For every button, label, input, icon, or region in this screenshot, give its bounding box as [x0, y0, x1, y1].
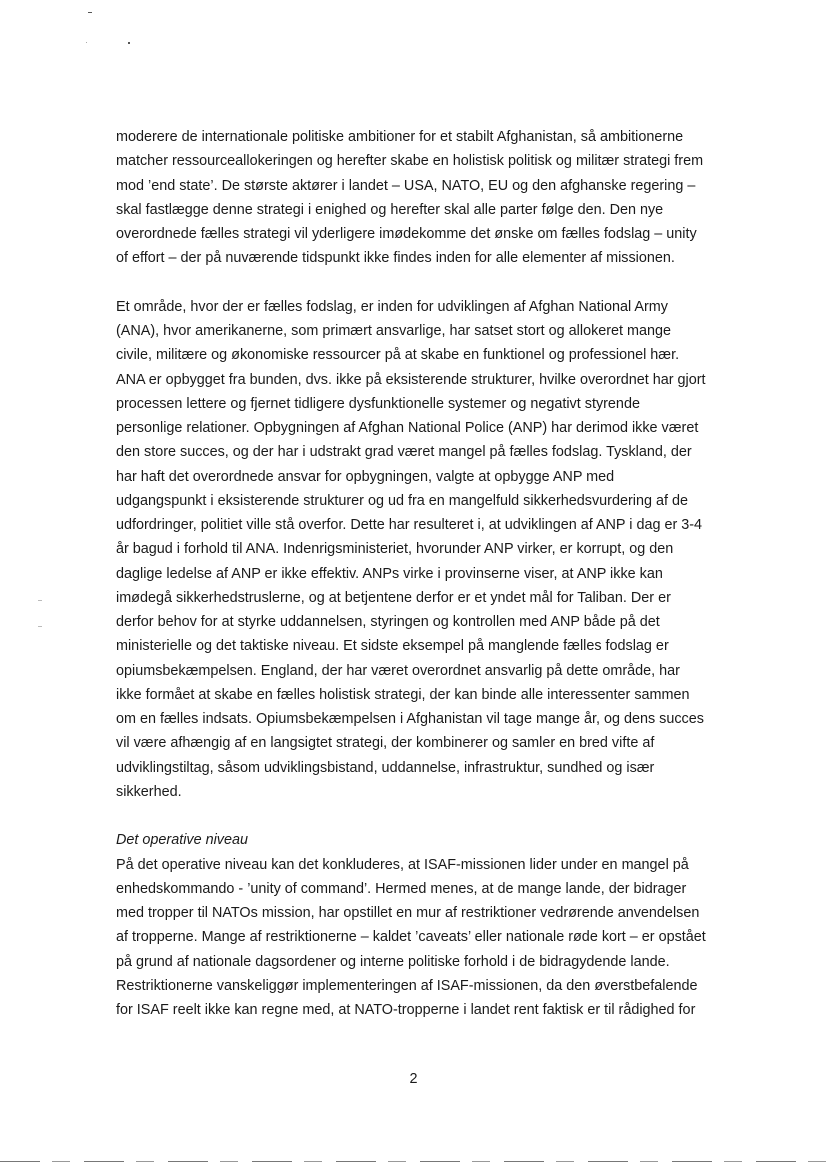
text-line: (ANA), hvor amerikanerne, som primært ansvarlige, har satset stort og allokeret mange	[116, 323, 672, 339]
paragraph-1	[116, 125, 746, 271]
document-body	[116, 125, 746, 1022]
text-line: mod ’end state’. De største aktører i landet – USA, NATO, EU og den afghanske regering –	[116, 177, 696, 194]
scan-speck	[88, 12, 92, 13]
scan-speck	[38, 600, 42, 601]
text-line: opiumsbekæmpelsen. England, der har været overordnet ansvarlig på dette område, har	[116, 662, 680, 679]
text-line: ikke formået at skabe en fælles holistisk strategi, der kan binde alle interessenter sammen	[116, 686, 690, 703]
section-heading-text: Det operative niveau	[116, 832, 248, 849]
text-line: imødegå sikkerhedstruslerne, og at betjentene derfor er et yndet mål for Taliban. Der er	[116, 589, 671, 606]
text-line: personlige relationer. Opbygningen af Afghan National Police (ANP) har derimod ikke været	[116, 420, 699, 436]
text-line: udviklingstiltag, såsom udviklingsbistand, uddannelse, infrastruktur, sundhed og især	[116, 759, 655, 776]
text-line: år bagud i forhold til ANA. Indenrigsministeriet, hvorunder ANP virker, er korrupt, og den	[116, 541, 674, 558]
text-line: om en fælles indsats. Opiumsbekæmpelsen i Afghanistan vil tage mange år, og dens succes	[116, 711, 704, 727]
text-line: udfordringer, politiet ville stå overfor. Dette har resulteret i, at udviklingen af ANP i dag er 3-4	[116, 517, 703, 533]
text-line: med tropper til NATOs mission, har opstillet en mur af restriktioner vedrørende anvendelsen	[116, 905, 700, 921]
text-line: for ISAF reelt ikke kan regne med, at NATO-tropperne i landet rent faktisk er til rådighed for	[116, 1002, 696, 1018]
scan-speck	[86, 42, 87, 43]
text-line: På det operative niveau kan det konkluderes, at ISAF-missionen lider under en mangel på	[116, 856, 689, 873]
text-line: matcher ressourceallokeringen og herefter skabe en holistisk politisk og militær strategi frem	[116, 153, 704, 170]
text-line: enhedskommando - ’unity of command’. Hermed menes, at de mange lande, der bidrager	[116, 880, 687, 897]
text-line: ANA er opbygget fra bunden, dvs. ikke på eksisterende strukturer, hvilke overordnet har gjort	[116, 371, 706, 388]
page-number: 2	[409, 1071, 418, 1087]
text-line: skal fastlægge denne strategi i enighed og herefter skal alle parter følge den. Den nye	[116, 201, 664, 218]
text-line: af tropperne. Mange af restriktionerne – kaldet ’caveats’ eller nationale røde kort – er opstået	[116, 929, 706, 946]
scan-speck	[128, 42, 130, 44]
text-line: på grund af nationale dagsordener og interne politiske forhold i de bidragydende lande.	[116, 953, 670, 970]
text-line: civile, militære og økonomiske ressourcer på at skabe en funktionel og professionel hær.	[116, 347, 680, 364]
text-line: Restriktionerne vanskeliggør implementeringen af ISAF-missionen, da den øverstbefalende	[116, 977, 698, 994]
paragraph-2	[116, 295, 746, 804]
text-line: Et område, hvor der er fælles fodslag, er inden for udviklingen af Afghan National Army	[116, 298, 668, 315]
paragraph-3	[116, 853, 746, 1023]
text-line: den store succes, og der har i udstrakt grad været mangel på fælles fodslag. Tyskland, der	[116, 444, 692, 461]
text-line: daglige ledelse af ANP er ikke effektiv. ANPs virke i provinserne viser, at ANP ikke kan	[116, 565, 663, 582]
text-line: sikkerhed.	[116, 783, 182, 800]
scan-speck	[38, 626, 42, 627]
text-line: overordnede fælles strategi vil yderligere imødekomme det ønske om fælles fodslag – unity	[116, 226, 697, 242]
text-line: of effort – der på nuværende tidspunkt ikke findes inden for alle elementer af missionen.	[116, 250, 675, 267]
paragraph-gap	[116, 804, 746, 828]
scan-edge-line	[0, 1161, 827, 1162]
section-heading	[116, 828, 746, 852]
text-line: har haft det overordnede ansvar for opbygningen, valgte at opbygge ANP med	[116, 468, 615, 485]
text-line: vil være afhængig af en langsigtet strategi, der kombinerer og samler en bred vifte af	[116, 735, 655, 752]
text-line: ministerielle og det taktiske niveau. Et sidste eksempel på manglende fælles fodslag er	[116, 638, 669, 655]
text-line: moderere de internationale politiske ambitioner for et stabilt Afghanistan, så ambitionerne	[116, 129, 684, 145]
paragraph-gap	[116, 271, 746, 295]
text-line: udgangspunkt i eksisterende strukturer og ud fra en mangelfuld sikkerhedsvurdering af de	[116, 492, 688, 509]
text-line: derfor behov for at styrke uddannelsen, styringen og kontrollen med ANP både på det	[116, 614, 660, 630]
text-line: processen lettere og fjernet tidligere dysfunktionelle systemer og negativt styrende	[116, 395, 640, 412]
